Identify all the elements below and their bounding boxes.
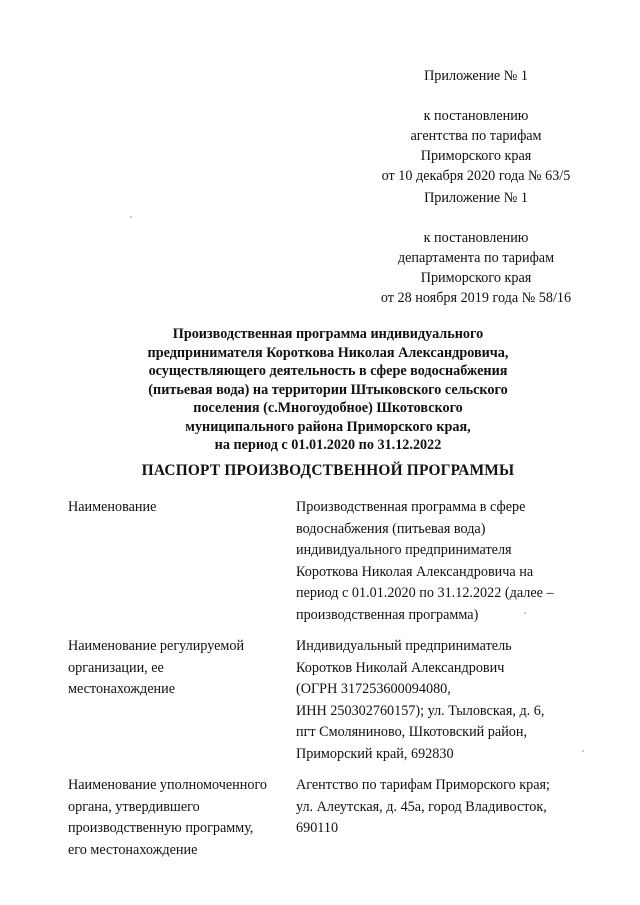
title-line: (питьевая вода) на территории Штыковского сельского — [148, 381, 508, 398]
appendix-details — [330, 106, 622, 186]
row-value — [296, 775, 626, 840]
label-line: его местонахождение — [68, 841, 198, 858]
appendix-line: к постановлению — [423, 230, 529, 246]
scan-speck — [524, 612, 526, 614]
value-line: Короткова Николая Александровича на — [296, 563, 534, 580]
title-line: осуществляющего деятельность в сфере водоснабжения — [148, 363, 508, 379]
label-line: органа, утвердившего — [68, 798, 200, 815]
value-line: Агентство по тарифам Приморского края; — [296, 777, 551, 793]
value-line: ИНН 250302760157); ул. Тыловская, д. 6, — [296, 702, 545, 719]
program-title — [60, 325, 596, 455]
value-line: водоснабжения (питьевая вода) — [296, 520, 486, 537]
label-line: организации, ее — [68, 659, 164, 676]
label-line: Наименование — [68, 499, 157, 515]
row-value — [296, 636, 626, 765]
appendix-line: Приморского края — [420, 270, 532, 286]
label-line: местонахождение — [68, 681, 176, 697]
value-line: период с 01.01.2020 по 31.12.2022 (далее – — [296, 585, 554, 601]
title-line: предпринимателя Короткова Николая Александровича, — [147, 344, 509, 361]
label-line: производственную программу, — [68, 820, 254, 836]
value-line: пгт Смоляниново, Шкотовский район, — [296, 724, 528, 740]
value-line: Производственная программа в сфере — [296, 499, 526, 515]
appendix-line: к постановлению — [423, 108, 529, 124]
value-line: индивидуального предпринимателя — [296, 542, 512, 558]
value-line: Коротков Николай Александрович — [296, 659, 505, 676]
value-line: Приморский край, 692830 — [296, 745, 454, 762]
row-value — [296, 497, 626, 626]
title-line: муниципального района Приморского края, — [185, 418, 471, 435]
appendix-line: от 28 ноября 2019 года № 58/16 — [380, 290, 572, 306]
row-label — [68, 636, 288, 701]
value-line: производственная программа) — [296, 606, 479, 623]
label-line: Наименование регулируемой — [68, 638, 245, 654]
appendix-line: Приморского края — [420, 148, 532, 164]
row-label — [68, 775, 288, 861]
value-line: Индивидуальный предприниматель — [296, 638, 512, 654]
value-line: ул. Алеутская, д. 45а, город Владивосток, — [296, 798, 547, 815]
value-line: 690110 — [296, 820, 339, 836]
appendix-block-2 — [330, 188, 622, 308]
appendix-block-1 — [330, 66, 622, 186]
appendix-line: департамента по тарифам — [397, 250, 555, 266]
appendix-line: агентства по тарифам — [410, 128, 542, 144]
label-line: Наименование уполномоченного — [68, 777, 267, 793]
passport-heading: ПАСПОРТ ПРОИЗВОДСТВЕННОЙ ПРОГРАММЫ — [141, 462, 515, 479]
appendix-heading: Приложение № 1 — [424, 68, 528, 84]
scan-speck — [130, 216, 132, 218]
title-line: Производственная программа индивидуального — [172, 326, 484, 342]
value-line: (ОГРН 317253600094080, — [296, 681, 451, 697]
row-label — [68, 497, 288, 519]
appendix-line: от 10 декабря 2020 года № 63/5 — [381, 168, 571, 184]
appendix-details — [330, 228, 622, 308]
appendix-heading: Приложение № 1 — [424, 190, 528, 206]
title-line: поселения (с.Многоудобное) Шкотовского — [193, 400, 463, 416]
title-line: на период с 01.01.2020 по 31.12.2022 — [214, 437, 442, 453]
scan-speck — [582, 750, 584, 752]
